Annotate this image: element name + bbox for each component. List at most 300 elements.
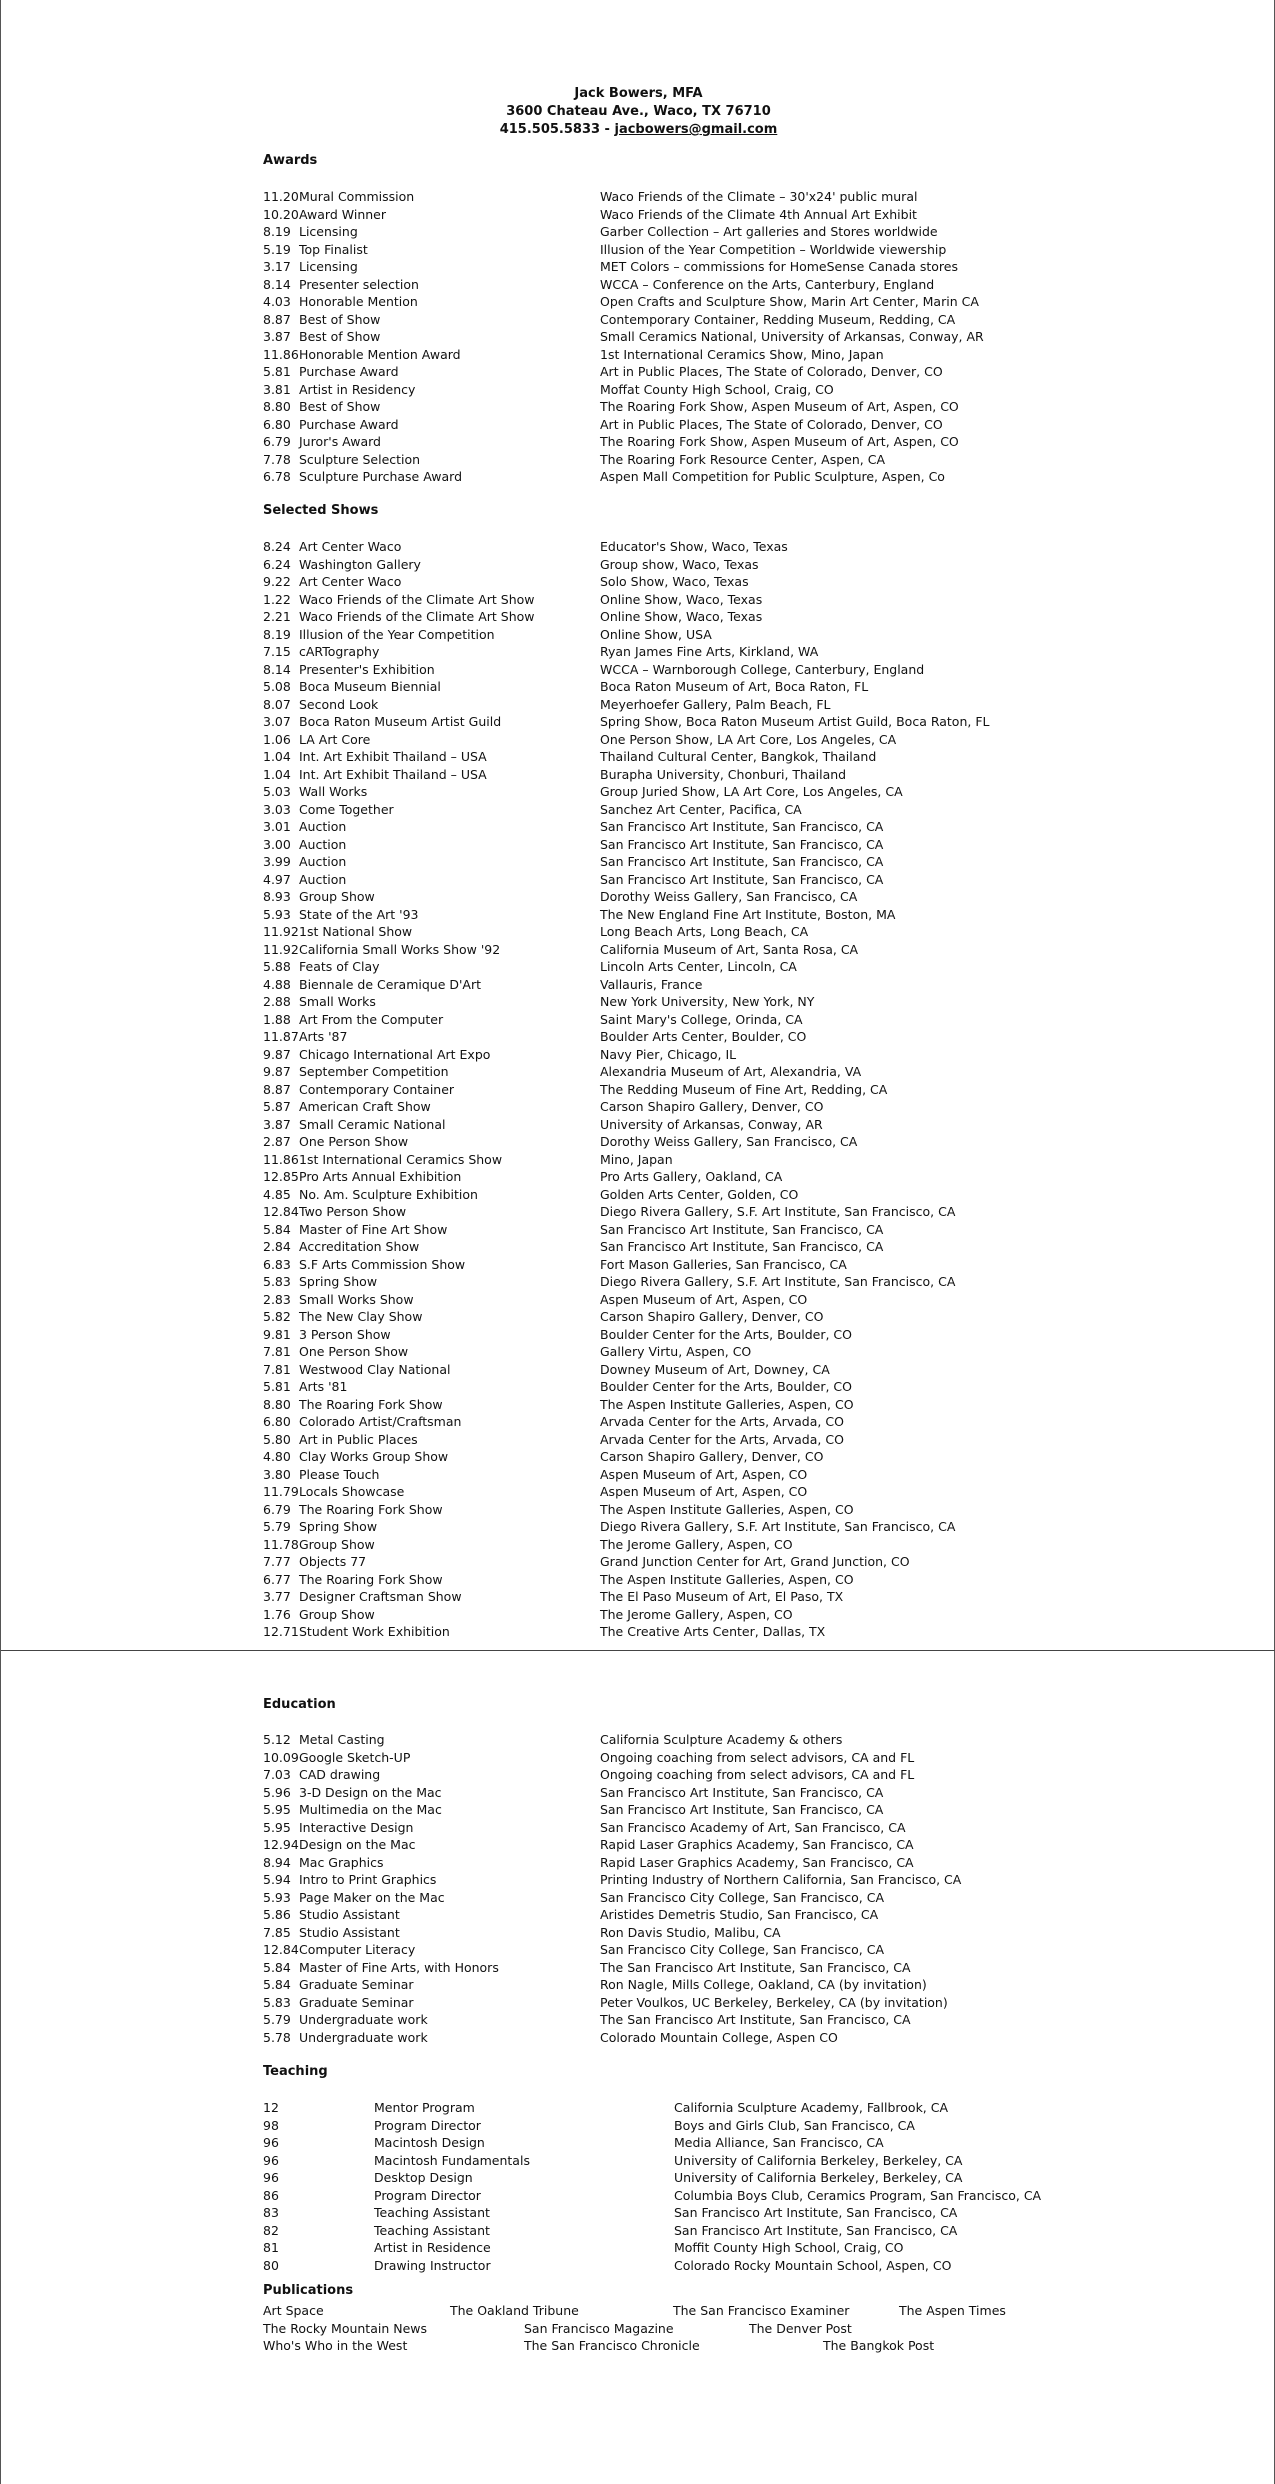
show-row-date: 7.77 — [263, 1554, 291, 1569]
show-row-title: Spring Show — [299, 1274, 378, 1289]
show-row-date: 5.88 — [263, 959, 291, 974]
award-row — [263, 206, 1163, 224]
show-row-date: 11.78 — [263, 1536, 299, 1552]
teaching-row-date: 81 — [263, 2240, 279, 2255]
awards-list — [263, 188, 1163, 486]
publication: San Francisco Magazine — [524, 2320, 674, 2336]
show-row-venue: The Aspen Institute Galleries, Aspen, CO — [600, 1501, 854, 1517]
show-row-venue: Educator's Show, Waco, Texas — [600, 539, 788, 554]
show-row — [263, 1203, 1163, 1221]
show-row-title: 1st International Ceramics Show — [299, 1151, 503, 1167]
show-row — [263, 923, 1163, 941]
teaching-row-title: Macintosh Design — [374, 2135, 485, 2150]
show-row-date: 3.77 — [263, 1589, 291, 1604]
education-row-venue: Ron Nagle, Mills College, Oakland, CA (by invitation) — [600, 1977, 927, 1992]
show-row-venue: Dorothy Weiss Gallery, San Francisco, CA — [600, 1134, 858, 1149]
show-row-title: The Roaring Fork Show — [299, 1571, 443, 1587]
education-row — [263, 1924, 1163, 1942]
show-row-title: cARTography — [299, 644, 380, 659]
show-row-title: Int. Art Exhibit Thailand – USA — [299, 749, 487, 764]
show-row-venue: Solo Show, Waco, Texas — [600, 574, 749, 589]
show-row — [263, 1221, 1163, 1239]
education-row — [263, 1749, 1163, 1767]
show-row — [263, 1483, 1163, 1501]
education-row-title: Multimedia on the Mac — [299, 1802, 442, 1817]
education-row-venue: San Francisco City College, San Francisco, CA — [600, 1942, 884, 1957]
show-row-date: 9.87 — [263, 1064, 291, 1079]
education-row — [263, 1784, 1163, 1802]
teaching-row — [263, 2134, 1163, 2152]
publications-list — [263, 2302, 1163, 2355]
teaching-row-venue: Columbia Boys Club, Ceramics Program, San Francisco, CA — [674, 2187, 1042, 2203]
show-row-title: Waco Friends of the Climate Art Show — [299, 609, 535, 624]
publication: The San Francisco Chronicle — [524, 2338, 700, 2353]
teaching-row-venue: San Francisco Art Institute, San Francisco, CA — [674, 2205, 958, 2220]
award-row-title: Best of Show — [299, 329, 381, 344]
address: 3600 Chateau Ave., Waco, TX 76710 — [506, 104, 771, 119]
show-row-date: 12.84 — [263, 1204, 299, 1219]
show-row-title: Biennale de Ceramique D'Art — [299, 976, 482, 992]
teaching-row — [263, 2152, 1163, 2170]
show-row-venue: Carson Shapiro Gallery, Denver, CO — [600, 1099, 824, 1114]
show-row — [263, 976, 1163, 994]
show-row-date: 2.83 — [263, 1291, 291, 1307]
show-row — [263, 678, 1163, 696]
show-row-venue: Diego Rivera Gallery, S.F. Art Institute, San Francisco, CA — [600, 1274, 956, 1289]
show-row-title: Locals Showcase — [299, 1484, 405, 1499]
show-row-date: 3.80 — [263, 1466, 291, 1482]
award-row-date: 8.80 — [263, 399, 291, 414]
show-row-date: 6.24 — [263, 556, 291, 572]
show-row-title: California Small Works Show '92 — [299, 941, 501, 957]
show-row-venue: Carson Shapiro Gallery, Denver, CO — [600, 1449, 824, 1464]
education-row — [263, 1941, 1163, 1959]
show-row-date: 1.76 — [263, 1606, 291, 1622]
show-row — [263, 1536, 1163, 1554]
show-row-venue: Online Show, Waco, Texas — [600, 591, 763, 607]
show-row-venue: Pro Arts Gallery, Oakland, CA — [600, 1169, 783, 1184]
show-row-title: Art in Public Places — [299, 1431, 418, 1447]
education-row-venue: The San Francisco Art Institute, San Francisco, CA — [600, 1959, 911, 1975]
show-row-venue: The Redding Museum of Fine Art, Redding, CA — [600, 1081, 888, 1097]
education-row-date: 5.79 — [263, 2012, 291, 2027]
show-row-date: 8.19 — [263, 626, 291, 642]
show-row-title: Clay Works Group Show — [299, 1449, 449, 1464]
award-row-date: 4.03 — [263, 294, 291, 309]
show-row-venue: San Francisco Art Institute, San Francisco, CA — [600, 1239, 884, 1254]
award-row-venue: Illusion of the Year Competition – Worldwide viewership — [600, 241, 947, 257]
show-row-title: Master of Fine Art Show — [299, 1221, 448, 1237]
award-row — [263, 223, 1163, 241]
education-row-date: 5.95 — [263, 1819, 291, 1835]
show-row-date: 5.81 — [263, 1379, 291, 1394]
show-row — [263, 1588, 1163, 1606]
show-row-venue: The New England Fine Art Institute, Boston, MA — [600, 906, 896, 922]
show-row — [263, 871, 1163, 889]
show-row — [263, 1098, 1163, 1116]
show-row-venue: Ryan James Fine Arts, Kirkland, WA — [600, 644, 819, 659]
education-row-title: Undergraduate work — [299, 2029, 428, 2045]
education-row-date: 5.78 — [263, 2029, 291, 2045]
show-row-date: 4.97 — [263, 871, 291, 887]
publication: The Aspen Times — [899, 2303, 1006, 2318]
education-row-venue: San Francisco Art Institute, San Francisco, CA — [600, 1784, 884, 1800]
show-row-title: Art From the Computer — [299, 1011, 444, 1027]
teaching-row-venue: Moffit County High School, Craig, CO — [674, 2240, 904, 2255]
show-row-date: 1.04 — [263, 766, 291, 782]
show-row — [263, 906, 1163, 924]
show-row-venue: Aspen Museum of Art, Aspen, CO — [600, 1291, 808, 1307]
award-row-venue: The Roaring Fork Resource Center, Aspen, CA — [600, 451, 885, 467]
show-row-date: 4.85 — [263, 1186, 291, 1202]
show-row-title: The New Clay Show — [299, 1309, 423, 1324]
show-row-venue: The Jerome Gallery, Aspen, CO — [600, 1536, 793, 1552]
show-row-date: 3.87 — [263, 1116, 291, 1132]
show-row-title: Pro Arts Annual Exhibition — [299, 1169, 462, 1184]
phone: 415.505.5833 - — [499, 122, 615, 137]
show-row-venue: San Francisco Art Institute, San Francisco, CA — [600, 1221, 884, 1237]
show-row-venue: Sanchez Art Center, Pacifica, CA — [600, 801, 802, 817]
show-row-date: 9.81 — [263, 1326, 291, 1342]
show-row-venue: Gallery Virtu, Aspen, CO — [600, 1344, 752, 1359]
education-row — [263, 1854, 1163, 1872]
teaching-row-title: Teaching Assistant — [374, 2222, 490, 2238]
education-row-date: 5.94 — [263, 1872, 291, 1887]
award-row — [263, 363, 1163, 381]
education-row-date: 5.86 — [263, 1907, 291, 1922]
show-row-venue: Aspen Museum of Art, Aspen, CO — [600, 1484, 808, 1499]
show-row-venue: Navy Pier, Chicago, IL — [600, 1046, 737, 1062]
show-row-date: 11.92 — [263, 941, 299, 957]
award-row-date: 11.86 — [263, 346, 299, 362]
education-row — [263, 2011, 1163, 2029]
education-row-title: Studio Assistant — [299, 1907, 400, 1922]
education-row-venue: Ron Davis Studio, Malibu, CA — [600, 1924, 781, 1940]
teaching-row — [263, 2239, 1163, 2257]
education-row-title: Graduate Seminar — [299, 1994, 414, 2010]
show-row-venue: California Museum of Art, Santa Rosa, CA — [600, 941, 859, 957]
education-row-title: Design on the Mac — [299, 1837, 416, 1852]
award-row-title: Honorable Mention — [299, 294, 418, 309]
show-row-title: Wall Works — [299, 784, 368, 799]
shows-heading: Selected Shows — [263, 503, 379, 518]
teaching-row-venue: California Sculpture Academy, Fallbrook, CA — [674, 2100, 949, 2115]
show-row-venue: Arvada Center for the Arts, Arvada, CO — [600, 1431, 844, 1447]
teaching-row-date: 82 — [263, 2222, 279, 2238]
award-row-date: 7.78 — [263, 451, 291, 467]
show-row-venue: Diego Rivera Gallery, S.F. Art Institute, San Francisco, CA — [600, 1204, 956, 1219]
education-row-date: 5.83 — [263, 1994, 291, 2010]
show-row-date: 6.83 — [263, 1256, 291, 1272]
show-row-title: Small Works Show — [299, 1291, 414, 1307]
show-row-title: Come Together — [299, 801, 394, 817]
teaching-row-venue: University of California Berkeley, Berkeley, CA — [674, 2152, 963, 2168]
award-row-title: Best of Show — [299, 311, 381, 327]
publication: Art Space — [263, 2303, 324, 2318]
show-row-venue: Vallauris, France — [600, 976, 703, 992]
education-row-title: Intro to Print Graphics — [299, 1872, 437, 1887]
show-row-date: 1.04 — [263, 749, 291, 764]
award-row-title: Artist in Residency — [299, 381, 416, 397]
show-row — [263, 1028, 1163, 1046]
teaching-row-venue: Boys and Girls Club, San Francisco, CA — [674, 2117, 915, 2133]
show-row — [263, 748, 1163, 766]
education-row — [263, 2029, 1163, 2047]
show-row — [263, 941, 1163, 959]
show-row-date: 2.87 — [263, 1134, 291, 1149]
publication: The Oakland Tribune — [450, 2303, 579, 2318]
award-row-date: 3.81 — [263, 381, 291, 397]
education-row-title: Computer Literacy — [299, 1942, 416, 1957]
show-row-venue: The El Paso Museum of Art, El Paso, TX — [600, 1589, 844, 1604]
award-row-title: Presenter selection — [299, 276, 419, 292]
show-row-date: 9.87 — [263, 1046, 291, 1062]
publications-heading: Publications — [263, 2283, 354, 2298]
show-row-title: Designer Craftsman Show — [299, 1589, 462, 1604]
show-row-venue: Lincoln Arts Center, Lincoln, CA — [600, 959, 797, 974]
award-row-title: Juror's Award — [299, 434, 381, 449]
show-row-date: 5.82 — [263, 1309, 291, 1324]
show-row — [263, 1308, 1163, 1326]
show-row-venue: San Francisco Art Institute, San Francisco, CA — [600, 871, 884, 887]
teaching-row — [263, 2099, 1163, 2117]
show-row-date: 3.99 — [263, 854, 291, 869]
teaching-row-title: Program Director — [374, 2117, 481, 2133]
show-row — [263, 1448, 1163, 1466]
education-row-title: Page Maker on the Mac — [299, 1889, 445, 1905]
show-row — [263, 661, 1163, 679]
show-row-date: 8.87 — [263, 1081, 291, 1097]
show-row-title: Waco Friends of the Climate Art Show — [299, 591, 535, 607]
education-row-venue: Aristides Demetris Studio, San Francisco, CA — [600, 1907, 879, 1922]
education-row-date: 10.09 — [263, 1749, 299, 1765]
award-row-title: Purchase Award — [299, 364, 399, 379]
show-row-venue: Dorothy Weiss Gallery, San Francisco, CA — [600, 889, 858, 904]
publication: The Bangkok Post — [823, 2338, 935, 2353]
show-row — [263, 993, 1163, 1011]
show-row — [263, 1116, 1163, 1134]
show-row-venue: Long Beach Arts, Long Beach, CA — [600, 924, 809, 939]
show-row — [263, 1553, 1163, 1571]
show-row-title: One Person Show — [299, 1134, 409, 1149]
award-row-venue: Open Crafts and Sculpture Show, Marin Art Center, Marin CA — [600, 294, 979, 309]
award-row — [263, 346, 1163, 364]
education-row-date: 7.03 — [263, 1767, 291, 1782]
award-row — [263, 381, 1163, 399]
award-row — [263, 416, 1163, 434]
email-link[interactable]: jacbowers@gmail.com — [614, 122, 778, 137]
show-row — [263, 1168, 1163, 1186]
education-heading: Education — [263, 1697, 336, 1712]
show-row-title: No. Am. Sculpture Exhibition — [299, 1186, 478, 1202]
award-row-date: 5.81 — [263, 364, 291, 379]
education-row-date: 12.84 — [263, 1942, 299, 1957]
show-row-venue: The Aspen Institute Galleries, Aspen, CO — [600, 1571, 854, 1587]
award-row-venue: Art in Public Places, The State of Colorado, Denver, CO — [600, 416, 943, 432]
show-row — [263, 853, 1163, 871]
award-row — [263, 468, 1163, 486]
show-row-title: Please Touch — [299, 1466, 380, 1482]
show-row — [263, 1396, 1163, 1414]
page-break — [1, 1648, 1275, 1651]
award-row-title: Top Finalist — [299, 241, 368, 257]
teaching-row-title: Mentor Program — [374, 2100, 475, 2115]
show-row-title: Feats of Clay — [299, 959, 380, 974]
show-row-venue: New York University, New York, NY — [600, 994, 815, 1009]
show-row-title: Group Show — [299, 1536, 375, 1552]
show-row-date: 12.71 — [263, 1624, 299, 1639]
show-row-title: The Roaring Fork Show — [299, 1396, 443, 1412]
show-row-title: Second Look — [299, 696, 379, 712]
show-row-date: 8.24 — [263, 539, 291, 554]
show-row — [263, 766, 1163, 784]
show-row — [263, 836, 1163, 854]
show-row — [263, 608, 1163, 626]
publications-row — [263, 2302, 1163, 2320]
teaching-list — [263, 2099, 1163, 2274]
education-row-title: CAD drawing — [299, 1767, 381, 1782]
award-row — [263, 398, 1163, 416]
show-row-venue: Group Juried Show, LA Art Core, Los Angeles, CA — [600, 784, 903, 799]
teaching-row — [263, 2169, 1163, 2187]
show-row-title: Westwood Clay National — [299, 1361, 451, 1377]
award-row — [263, 241, 1163, 259]
show-row — [263, 538, 1163, 556]
show-row-venue: Burapha University, Chonburi, Thailand — [600, 766, 847, 782]
education-row — [263, 1766, 1163, 1784]
award-row — [263, 258, 1163, 276]
show-row-title: Group Show — [299, 889, 375, 904]
shows-list — [263, 538, 1163, 1641]
education-row — [263, 1836, 1163, 1854]
award-row-venue: Art in Public Places, The State of Colorado, Denver, CO — [600, 364, 943, 379]
teaching-row — [263, 2257, 1163, 2275]
show-row-title: Arts '87 — [299, 1029, 348, 1044]
teaching-row-venue: Colorado Rocky Mountain School, Aspen, CO — [674, 2257, 952, 2273]
show-row-title: Contemporary Container — [299, 1081, 455, 1097]
show-row — [263, 696, 1163, 714]
award-row-title: Sculpture Purchase Award — [299, 469, 463, 484]
show-row-venue: San Francisco Art Institute, San Francisco, CA — [600, 819, 884, 834]
teaching-row-venue: University of California Berkeley, Berkeley, CA — [674, 2170, 963, 2185]
teaching-row-title: Drawing Instructor — [374, 2257, 491, 2273]
show-row-date: 6.80 — [263, 1414, 291, 1429]
show-row-date: 6.77 — [263, 1571, 291, 1587]
show-row-date: 3.00 — [263, 836, 291, 852]
award-row-title: Award Winner — [299, 206, 386, 222]
show-row-venue: The Jerome Gallery, Aspen, CO — [600, 1606, 793, 1622]
show-row-title: Accreditation Show — [299, 1239, 420, 1254]
award-row-date: 3.87 — [263, 329, 291, 344]
teaching-row-date: 96 — [263, 2170, 279, 2185]
show-row-title: Small Works — [299, 994, 376, 1009]
award-row-date: 8.19 — [263, 224, 291, 239]
education-row-title: Metal Casting — [299, 1732, 385, 1747]
award-row — [263, 276, 1163, 294]
show-row — [263, 1413, 1163, 1431]
show-row — [263, 1273, 1163, 1291]
teaching-row — [263, 2204, 1163, 2222]
publication: The Rocky Mountain News — [263, 2320, 428, 2336]
education-row-date: 12.94 — [263, 1837, 299, 1852]
show-row-title: The Roaring Fork Show — [299, 1501, 443, 1517]
award-row-title: Mural Commission — [299, 189, 415, 204]
award-row-venue: MET Colors – commissions for HomeSense Canada stores — [600, 259, 959, 274]
show-row — [263, 783, 1163, 801]
teaching-row-date: 98 — [263, 2117, 279, 2133]
education-row-venue: Colorado Mountain College, Aspen CO — [600, 2029, 838, 2045]
award-row-venue: WCCA – Conference on the Arts, Canterbury, England — [600, 276, 935, 292]
teaching-row-venue: Media Alliance, San Francisco, CA — [674, 2135, 884, 2150]
show-row-date: 2.88 — [263, 994, 291, 1009]
show-row-venue: University of Arkansas, Conway, AR — [600, 1116, 823, 1132]
show-row-venue: Alexandria Museum of Art, Alexandria, VA — [600, 1064, 862, 1079]
show-row-venue: Golden Arts Center, Golden, CO — [600, 1186, 799, 1202]
teaching-row — [263, 2187, 1163, 2205]
award-row-date: 10.20 — [263, 206, 299, 222]
show-row-venue: The Creative Arts Center, Dallas, TX — [600, 1624, 826, 1639]
show-row — [263, 1081, 1163, 1099]
award-row-venue: Waco Friends of the Climate 4th Annual Art Exhibit — [600, 206, 917, 222]
show-row-date: 5.08 — [263, 679, 291, 694]
award-row-date: 6.80 — [263, 416, 291, 432]
show-row-date: 5.93 — [263, 906, 291, 922]
show-row-venue: Aspen Museum of Art, Aspen, CO — [600, 1466, 808, 1482]
show-row-date: 3.01 — [263, 819, 291, 834]
show-row-date: 8.07 — [263, 696, 291, 712]
show-row — [263, 1063, 1163, 1081]
education-row-title: Google Sketch-UP — [299, 1749, 411, 1765]
award-row-date: 6.78 — [263, 469, 291, 484]
show-row-venue: WCCA – Warnborough College, Canterbury, England — [600, 661, 925, 677]
teaching-row-title: Program Director — [374, 2187, 481, 2203]
show-row-title: Group Show — [299, 1606, 375, 1622]
show-row-venue: One Person Show, LA Art Core, Los Angeles, CA — [600, 731, 897, 747]
show-row-title: Art Center Waco — [299, 574, 402, 589]
award-row — [263, 293, 1163, 311]
show-row-venue: Grand Junction Center for Art, Grand Junction, CO — [600, 1554, 910, 1569]
show-row — [263, 1431, 1163, 1449]
show-row-venue: Boulder Arts Center, Boulder, CO — [600, 1029, 807, 1044]
award-row — [263, 328, 1163, 346]
education-row-venue: Printing Industry of Northern California, San Francisco, CA — [600, 1872, 962, 1887]
education-row-title: Studio Assistant — [299, 1924, 400, 1940]
show-row-title: Spring Show — [299, 1519, 378, 1534]
show-row-date: 2.84 — [263, 1239, 291, 1254]
show-row-venue: Saint Mary's College, Orinda, CA — [600, 1011, 803, 1027]
show-row-venue: Meyerhoefer Gallery, Palm Beach, FL — [600, 696, 831, 712]
show-row — [263, 1501, 1163, 1519]
education-row-date: 5.84 — [263, 1977, 291, 1992]
show-row — [263, 888, 1163, 906]
show-row-date: 11.92 — [263, 924, 299, 939]
show-row-title: State of the Art '93 — [299, 906, 419, 922]
show-row — [263, 731, 1163, 749]
show-row-venue: Downey Museum of Art, Downey, CA — [600, 1361, 830, 1377]
award-row-title: Licensing — [299, 224, 358, 239]
show-row-venue: Carson Shapiro Gallery, Denver, CO — [600, 1309, 824, 1324]
show-row-title: Art Center Waco — [299, 539, 402, 554]
show-row-date: 4.80 — [263, 1449, 291, 1464]
contact-header — [1, 85, 1275, 139]
show-row-venue: Online Show, Waco, Texas — [600, 609, 763, 624]
show-row-date: 1.22 — [263, 591, 291, 607]
show-row — [263, 1361, 1163, 1379]
show-row-date: 8.93 — [263, 889, 291, 904]
show-row — [263, 1518, 1163, 1536]
show-row-date: 11.79 — [263, 1484, 299, 1499]
show-row — [263, 591, 1163, 609]
